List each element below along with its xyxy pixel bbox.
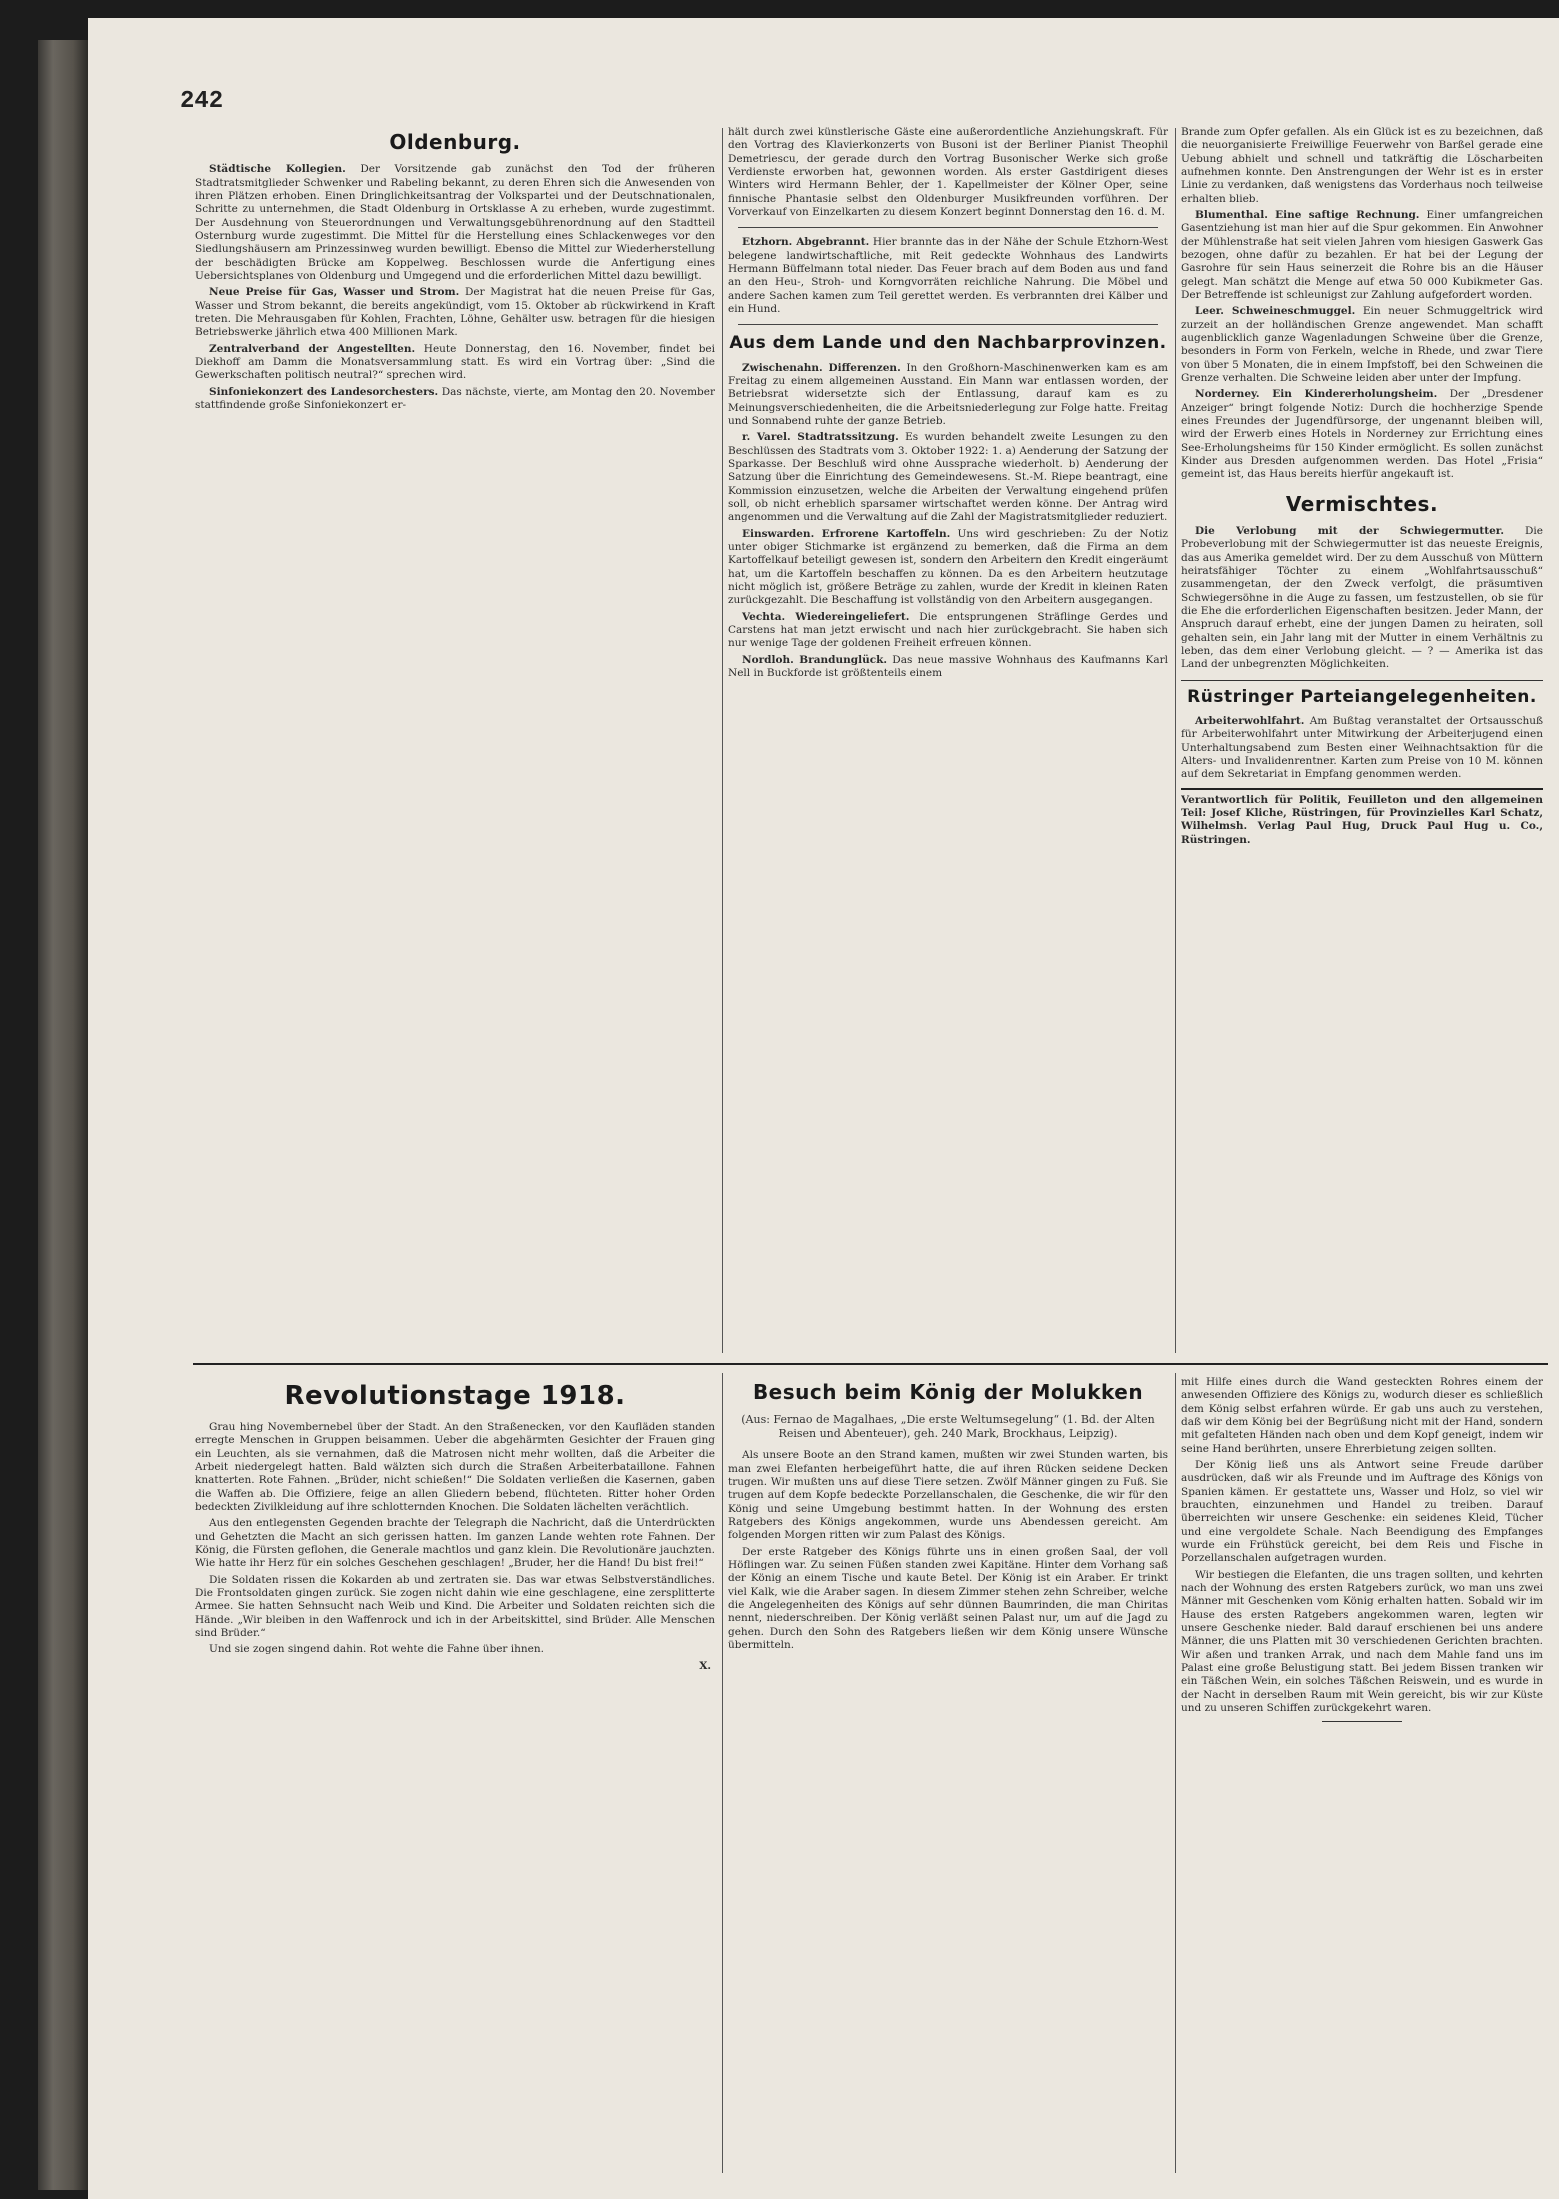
article-lead: Arbeiterwohlfahrt. (1195, 714, 1305, 727)
article-lead: Zentralverband der Angestellten. (209, 342, 416, 355)
feuilleton-paragraph: Und sie zogen singend dahin. Rot wehte die Fahne über ihnen. (209, 1643, 544, 1656)
feuilleton-divider (193, 1363, 1548, 1365)
article-zentralverband (195, 343, 715, 383)
article-leer (1181, 305, 1543, 385)
article-lead: r. Varel. Stadtratssitzung. (742, 431, 899, 444)
article-lead: Vechta. Wiedereingeliefert. (742, 610, 910, 623)
article-blumenthal (1181, 209, 1543, 302)
article-text: hält durch zwei künstlerische Gäste eine außerordentliche Anziehungskraft. Für den Vortrag des Klavierkonzerts von Busoni ist der Berliner Pianist Theophil Demetriescu, der gerade durch den Vortrag Busonischer Werke sich große Verdienste erworben hat, gewonnen worden. Als erster Gastdirigent dieses Winters wird Hermann Behler, der 1. Kapellmeister der Kölner Oper, seine finnische Phantasie selbst den Oldenburger Musikfreunden vorführen. Der Vorverkauf von Einzelkarten zu diesem Konzert beginnt Donnerstag den 16. d. M. (728, 126, 1168, 218)
column-divider (722, 128, 723, 1353)
article-text: Ein neuer Schmuggeltrick wird zurzeit an der holländischen Grenze angewendet. Man schafft augenblicklich ganze Wagenladungen Schweine über die Grenze, besonders in Form von Ferkeln, welche in Rhede, und zwar Tiere von über 5 Monaten, die in einem Impfstoff, bei den Schweinen die Grenze verhalten. Die Schweine leiden aber unter der Impfung. (1181, 305, 1543, 384)
column-oldenburg (195, 126, 715, 1356)
article-text: Hier brannte das in der Nähe der Schule Etzhorn-West belegene landwirtschaftliche, mit Reit gedeckte Wohnhaus des Landwirts Hermann Büffelmann total nieder. Das Feuer brach auf dem Boden aus und fand an den Heu-, Stroh- und Korngvorräten reichliche Nahrung. Die Möbel und andere Sachen kamen zum Teil gerettet werden. Es verbrannten drei Kälber und ein Hund. (728, 236, 1168, 315)
feuilleton-paragraph: Die Soldaten rissen die Kokarden ab und zertraten sie. Das war etwas Selbstverständliches. Die Frontsoldaten gingen zurück. Sie zogen nicht dahin wie eine geschlagene, eine zersplitterte Armee. Sie hatten Sehnsucht nach Weib und Kind. Die Arbeiter und Soldaten reichten sich die Hände. „Wir bleiben in den Waffenrock und ich in der Arbeitskittel, sind Brüder. Alle Menschen sind Brüder.“ (195, 1573, 715, 1639)
article-einswarden (728, 528, 1168, 608)
article-text: Der Vorsitzende gab zunächst den Tod der früheren Stadtratsmitglieder Schwenker und Rabeling bekannt, zu deren Ehren sich die Anwesenden von ihren Plätzen erhoben. Einen Dringlichkeitsantrag der Volkspartei und der Deutschnationalen, Schritte zu unternehmen, die Stadt Oldenburg in Ortsklasse A zu erheben, wurde zugestimmt. Der Ausdehnung von Steuerordnungen und Verwaltungsgebührenordnung auf den Stadtteil Osternburg wurde zugestimmt. Die Mittel für die Herstellung eines Schlackenweges vor den Siedlungshäusern am Prinzessinweg wurden bewilligt. Ebenso die Mittel zur Wiederherstellung der beschädigten Brücke am Koppelweg. Beschlossen wurde die Anfertigung eines Uebersichtsplanes von Oldenburg und Umgegend und die erforderlichen Mittel dazu bewilligt. (195, 163, 715, 283)
article-nordloh (728, 654, 1168, 681)
feuilleton-paragraph: Wir bestiegen die Elefanten, die uns tragen sollten, und kehrten nach der Wohnung des ersten Ratgebers zurück, wo man uns zwei Männer mit Geschenken vom König erhalten hatten. Sobald wir im Hause des ersten Ratgebers angekommen waren, legten wir unsere Geschenke nieder. Bald darauf erschienen bei uns andere Männer, die uns Platten mit 30 verschiedenen Gerichten brachten. Wir aßen und tranken Arrak, und nach dem Mahle fand uns im Palast eine große Belustigung statt. Bei jedem Bissen tranken wir ein Täßchen Wein, ein solches Täßchen Reiswein, und es wurde in der Nacht in derselben Raum mit Wein gereicht, bis wir zur Küste und zu unseren Schiffen zurückgekehrt waren. (1181, 1568, 1543, 1714)
article-lead: Städtische Kollegien. (209, 163, 346, 176)
article-lead: Nordloh. Brandunglück. (742, 653, 888, 666)
section-divider (738, 227, 1158, 228)
article-lead: Einswarden. Erfrorene Kartoffeln. (742, 527, 951, 540)
article-lead: Sinfoniekonzert des Landesorchesters. (209, 385, 439, 398)
article-lead: Blumenthal. Eine saftige Rechnung. (1195, 208, 1420, 221)
end-rule (1322, 1721, 1402, 1722)
article-lead: Zwischenahn. Differenzen. (742, 361, 901, 374)
article-staedtische-kollegien (195, 163, 715, 283)
article-text: Heute Donnerstag, den 16. November, findet bei Diekhoff am Damm die Monatsversammlung statt. Es wird ein Vortrag über: „Sind die Gewerkschaften politisch neutral?“ sprechen wird. (195, 342, 715, 382)
revolutionstage-heading: Revolutionstage 1918. (284, 1381, 626, 1411)
article-text: Das nächste, vierte, am Montag den 20. November stattfindende große Sinfoniekonzert er- (195, 385, 715, 411)
concert-continuation (728, 126, 1168, 219)
feuilleton-paragraph: Als unsere Boote an den Strand kamen, mußten wir zwei Stunden warten, bis man zwei Elefanten herbeigeführt hatte, die auf ihren Rücken seidene Decken trugen. Wir mußten uns auf diese Tiere setzen. Zwölf Männer gingen zu Fuß. Sie trugen auf dem Kopfe bedeckte Porzellanschalen, die Geschenke, die wir für den König und seine Umgebung bestimmt hatten. In der Wohnung des ersten Ratgebers des Königs angekommen, wurde uns Abendessen gereicht. Am folgenden Morgen ritten wir zum Palast des Königs. (728, 1449, 1168, 1542)
article-lead: Leer. Schweineschmuggel. (1195, 305, 1356, 318)
article-text: In den Großhorn-Maschinenwerken kam es am Freitag zu einem allgemeinen Ausstand. Ein Mann war entlassen worden, der Betriebsrat widersetzte sich der Entlassung, darauf kam es zu Meinungsverschiedenheiten, die die Arbeitsniederlegung zur Folge hatte. Freitag und Sonnabend ruhte der ganze Betrieb. (728, 361, 1168, 427)
article-text: Am Bußtag veranstaltet der Ortsausschuß für Arbeiterwohlfahrt unter Mitwirkung der Arbeiterjugend einen Unterhaltungsabend zum Besten einer Weihnachtsaktion für die Alters- und Invalidenrentner. Karten zum Preise von 10 M. können auf dem Sekretariat in Empfang genommen werden. (1181, 714, 1543, 781)
article-vechta (728, 611, 1168, 651)
article-text: Die Probeverlobung mit der Schwiegermutter ist das neueste Ereignis, das aus Amerika gemeldet wird. Der zu dem Ausschuß von Müttern heiratsfähiger Töchter zu einem „Wohlfahrtsausschuß“ zusammengetan, der den Zweck verfolgt, die präsumtiven Schwiegersöhne in die Auge zu fassen, um festzustellen, ob sie für die Ehe die erforderlichen Eigenschaften besitzen. Jeder Mann, der Anspruch darauf erhebt, eine der jungen Damen zu heiraten, soll gehalten sein, ein Jahr lang mit der Mutter in einem Verhältnis zu leben, das dem einer Verlobung gleicht. — ? — Amerika ist das Land der unbegrenzten Möglichkeiten. (1181, 524, 1543, 671)
column-divider (722, 1373, 723, 2173)
parteiangelegenheiten-heading: Rüstringer Parteiangelegenheiten. (1181, 680, 1543, 707)
article-neue-preise (195, 286, 715, 339)
oldenburg-heading: Oldenburg. (389, 130, 521, 154)
fire-continuation (1181, 126, 1543, 206)
feuilleton-paragraph: Grau hing Novembernebel über der Stadt. An den Straßenecken, vor den Kaufläden standen erregte Menschen in Gruppen beisammen. Ueber die abgehärmten Gesichter der Frauen ging ein Leuchten, als sie vernahmen, daß die Matrosen nicht mehr wollten, daß die Arbeiter die Arbeit niedergelegt hatten. Bald wälzten sich durch die Straßen Arbeiterbataillone. Fahnen knatterten. Rote Fahnen. „Brüder, nicht schießen!“ Die Soldaten verließen die Kasernen, gaben die Waffen ab. Die Offiziere, feige an allen Gliedern bebend, flüchteten. Ritter hoher Orden bedeckten Zivilkleidung auf ihre schlotternden Knochen. Die Soldaten lächelten verächtlich. (195, 1421, 715, 1513)
article-arbeiterwohlfahrt (1181, 715, 1543, 782)
imprint: Verantwortlich für Politik, Feuilleton und den allgemeinen Teil: Josef Kliche, Rüstringen, für Provinzielles Karl Schatz, Wilhelmsh. Verlag Paul Hug, Druck Paul Hug u. Co., Rüstringen. (1181, 788, 1543, 847)
newspaper-page (88, 18, 1559, 2199)
feuilleton-paragraph: mit Hilfe eines durch die Wand gesteckten Rohres einem der anwesenden Offiziere des Königs zu, wodurch dieser es schließlich dem König selbst erfahren würde. Er gab uns auch zu verstehen, daß wir dem König bei der Begrüßung nicht mit der Hand, sondern mit gefalteten Händen nach oben und dem Kopf geneigt, indem wir seine Hand berührten, unsere Ehrerbietung zeigen sollten. (1181, 1376, 1543, 1455)
article-text: Uns wird geschrieben: Zu der Notiz unter obiger Stichmarke ist ergänzend zu bemerken, daß die Firma an dem Kartoffelkauf beteiligt gewesen ist, sondern den Arbeitern den Kredit eingeräumt hat, um die Kartoffeln beschaffen zu können. Da es den Arbeitern heutzutage nicht möglich ist, größere Beträge zu zahlen, wurde der Kredit in kleinen Raten zurückgezahlt. Die Beschaffung ist vollständig von den Arbeitern ausgegangen. (728, 527, 1168, 607)
provinzen-heading: Aus dem Lande und den Nachbarprovinzen. (729, 333, 1167, 354)
article-etzhorn (728, 236, 1168, 316)
column-divider (1175, 128, 1176, 1353)
feuilleton-paragraph: Der erste Ratgeber des Königs führte uns in einen großen Saal, der voll Höflingen war. Zu seinen Füßen standen zwei Kapitäne. Hinter dem Vorhang saß der König an einem Tische und kaute Betel. Der König ist ein Araber. Er trinkt viel Kalk, wie die Araber sagen. In diesem Zimmer stehen zehn Schreiber, welche die Angelegenheiten des Königs auf sehr dünnen Baumrinden, die man Chiritas nennt, niederschreiben. Der König verläßt seinen Palast nur, um auf die Jagd zu gehen. Durch den Sohn des Ratgebers ließen wir dem König unsere Wünsche übermitteln. (728, 1545, 1168, 1651)
article-text: Die entsprungenen Sträflinge Gerdes und Carstens hat man jetzt erwischt und nach hier zurückgebracht. Sie haben sich nur wenige Tage der goldenen Freiheit erfreuen können. (728, 610, 1168, 650)
column-revolutionstage (195, 1376, 715, 2176)
column-divider (1175, 1373, 1176, 2173)
page-number: 242 (180, 88, 224, 115)
column-provinzen (728, 126, 1168, 1356)
source-note: (Aus: Fernao de Magalhaes, „Die erste Weltumsegelung“ (1. Bd. der Alten Reisen und Abenteuer), geh. 240 Mark, Brockhaus, Leipzig). (741, 1413, 1155, 1441)
article-text: Der „Dresdener Anzeiger“ bringt folgende Notiz: Durch die hochherzige Spende eines Freundes der Jugendfürsorge, der ungenannt bleiben will, wird der Erwerb eines Hotels in Norderney zur Errichtung eines See-Erholungsheims für 150 Kinder ermöglicht. Es sollen zunächst Kinder aus Dresden aufgenommen werden. Das Hotel „Frisia“ gemeint ist, das Haus bereits hierfür angekauft ist. (1181, 388, 1543, 481)
author-signature: X. (699, 1659, 711, 1672)
column-molukken (728, 1376, 1168, 2176)
article-norderney (1181, 388, 1543, 481)
feuilleton-paragraph: Der König ließ uns als Antwort seine Freude darüber ausdrücken, daß wir als Freunde und im Auftrage des Königs von Spanien kämen. Er gestattete uns, Wasser und Holz, so viel wir brauchten, einzunehmen und Handel zu treiben. Darauf überreichten wir unsere Geschenke: ein seidenes Kleid, Tücher und eine vergoldete Schale. Nach Beendigung des Empfanges wurde ein Frühstück gereicht, bei dem Reis und Fische in Porzellanschalen aufgetragen wurden. (1181, 1458, 1543, 1565)
article-text: Das neue massive Wohnhaus des Kaufmanns Karl Nell in Buckforde ist größtenteils einem (728, 653, 1168, 679)
article-zwischenahn (728, 362, 1168, 429)
article-varel (728, 431, 1168, 524)
vermischtes-heading: Vermischtes. (1285, 491, 1439, 516)
article-sinfoniekonzert (195, 386, 715, 413)
article-verlobung (1181, 525, 1543, 672)
feuilleton-paragraph: Aus den entlegensten Gegenden brachte der Telegraph die Nachricht, daß die Unterdrückten und Gehetzten die Macht an sich gerissen hatten. Im ganzen Lande wehten rote Fahnen. Der König, die Fürsten geflohen, die Generale machtlos und ganz klein. Die Revolutionäre jauchzten. Wie hatte ihr Herz für ein solches Geschehen geschlagen! „Bruder, her die Hand! Du bist frei!“ (195, 1517, 715, 1570)
column-molukken-continued (1181, 1376, 1543, 2176)
article-text: Es wurden behandelt zweite Lesungen zu den Beschlüssen des Stadtrats vom 3. Oktober 1922: 1. a) Aenderung der Satzung der Sparkasse. Der Beschluß wird ohne Aussprache wiederholt. b) Aenderung der Satzung über die Einrichtung des Gemeindewesens. St.-M. Riepe beantragt, eine Kommission einzusetzen, welche die Arbeiten der Verwaltung eingehend prüfen soll, ob nicht erheblich sparsamer wirtschaftet werden könne. Der Antrag wird angenommen und die Verwaltung auf die Zahl der Magistratsmitglieder reduziert. (728, 431, 1168, 524)
molukken-heading: Besuch beim König der Molukken (752, 1380, 1144, 1404)
article-lead: Die Verlobung mit der Schwiegermutter. (1195, 524, 1505, 537)
article-lead: Etzhorn. Abgebrannt. (742, 236, 870, 249)
column-vermischtes (1181, 126, 1543, 1356)
article-text: Einer umfangreichen Gasentziehung ist man hier auf die Spur gekommen. Ein Anwohner der Mühlenstraße hat seit vielen Jahren vom hiesigen Gaswerk Gas bezogen, ohne dafür zu bezahlen. Er hat bei der Legung der Gasrohre für sein Haus seinerzeit die Rohre bis an die Häuser gelegt. Man schätzt die Menge auf etwa 50 000 Kubikmeter Gas. Der Betreffende ist schleunigst zur Zahlung aufgefordert worden. (1181, 208, 1543, 301)
article-text: Der Magistrat hat die neuen Preise für Gas, Wasser und Strom bekannt, die bereits angekündigt, vom 15. Oktober ab rückwirkend in Kraft treten. Die Mehrausgaben für Kohlen, Frachten, Löhne, Gehälter usw. betragen für die hiesigen Betriebswerke jährlich etwa 400 Millionen Mark. (195, 286, 715, 339)
section-divider (738, 324, 1158, 325)
book-binding (38, 40, 88, 2190)
article-lead: Norderney. Ein Kindererholungsheim. (1195, 388, 1438, 401)
article-lead: Neue Preise für Gas, Wasser und Strom. (209, 286, 460, 299)
article-text: Brande zum Opfer gefallen. Als ein Glück ist es zu bezeichnen, daß die neuorganisierte Freiwillige Feuerwehr von Barßel gerade eine Uebung abhielt und schnell und tatkräftig die Löscharbeiten aufnehmen konnte. Den Anstrengungen der Wehr ist es in erster Linie zu verdanken, daß wenigstens das Vorderhaus noch teilweise erhalten blieb. (1181, 126, 1543, 205)
